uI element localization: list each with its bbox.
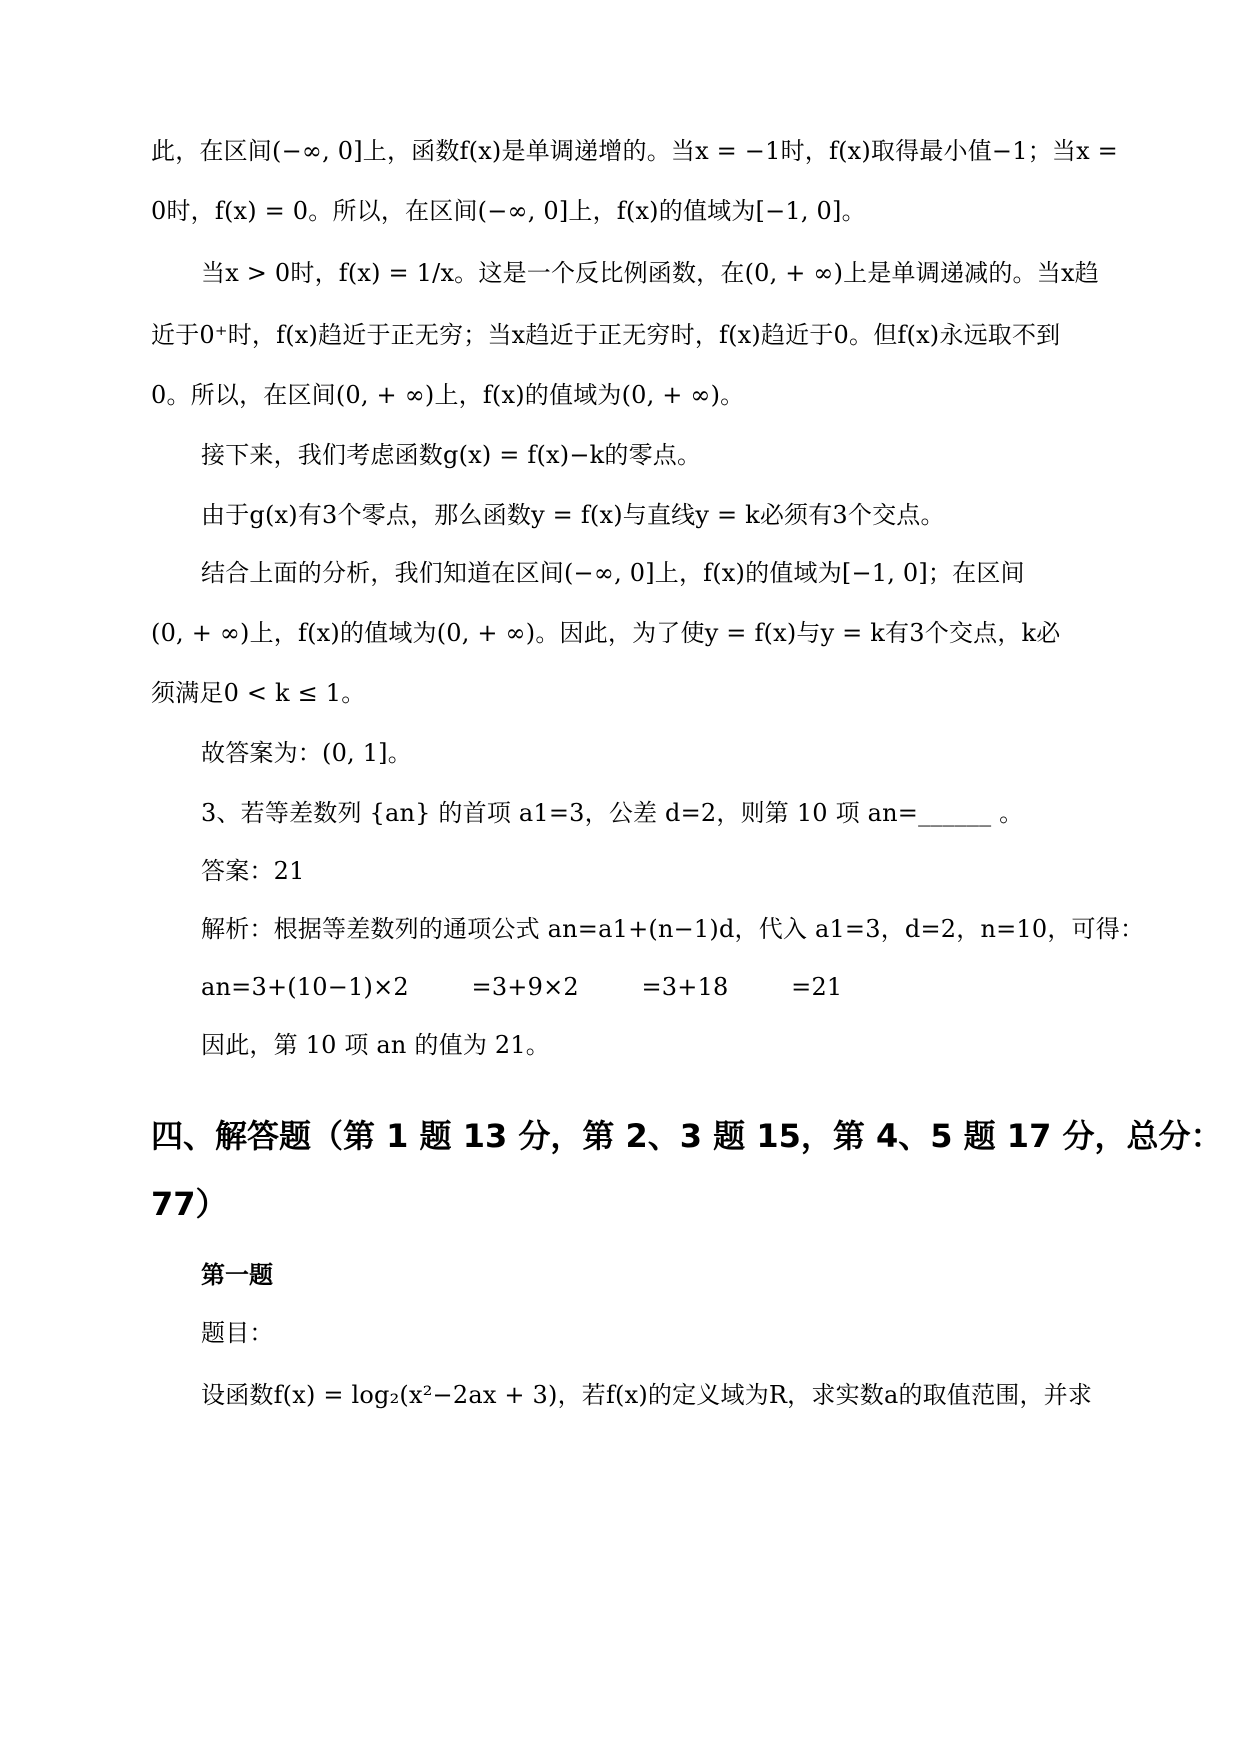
section-heading: 四、解答题（第 1 题 13 分，第 2、3 题 15，第 4、5 题 17 分，总分： xyxy=(151,1117,1223,1155)
calculation-line: an=3+(10−1)×2 =3+9×2 =3+18 =21 xyxy=(201,973,843,1001)
problem-text: 设函数f(x) = log₂(x²−2ax + 3)，若f(x)的定义域为R，求实数a的取值范围，并求 xyxy=(201,1381,1093,1409)
paragraph-line: 近于0⁺时，f(x)趋近于正无穷；当x趋近于正无穷时，f(x)趋近于0。但f(x)永远取不到 xyxy=(151,321,1061,349)
section-heading-cont: 77） xyxy=(151,1185,228,1223)
paragraph-line: 由于g(x)有3个零点，那么函数y = f(x)与直线y = k必须有3个交点。 xyxy=(201,501,945,529)
paragraph-line: (0, + ∞)上，f(x)的值域为(0, + ∞)。因此，为了使y = f(x)与y = k有3个交点，k必 xyxy=(151,619,1061,647)
analysis-line: 解析：根据等差数列的通项公式 an=a1+(n−1)d，代入 a1=3，d=2，n=10，可得： xyxy=(201,915,1145,943)
answer-line: 答案：21 xyxy=(201,857,305,885)
paragraph-line: 接下来，我们考虑函数g(x) = f(x)−k的零点。 xyxy=(201,441,702,469)
paragraph-line: 0时，f(x) = 0。所以，在区间(−∞, 0]上，f(x)的值域为[−1, 0]。 xyxy=(151,197,866,225)
paragraph-line: 结合上面的分析，我们知道在区间(−∞, 0]上，f(x)的值域为[−1, 0]；在区间 xyxy=(201,559,1025,587)
paragraph-line: 此，在区间(−∞, 0]上，函数f(x)是单调递增的。当x = −1时，f(x)取得最小值−1；当x = xyxy=(151,137,1118,165)
paragraph-line: 0。所以，在区间(0, + ∞)上，f(x)的值域为(0, + ∞)。 xyxy=(151,381,745,409)
conclusion-line: 因此，第 10 项 an 的值为 21。 xyxy=(201,1031,550,1059)
problem-title: 第一题 xyxy=(201,1261,273,1289)
paragraph-line: 须满足0 < k ≤ 1。 xyxy=(151,679,366,707)
question-line: 3、若等差数列 {an} 的首项 a1=3，公差 d=2，则第 10 项 an=______ 。 xyxy=(201,799,1024,827)
problem-label: 题目： xyxy=(201,1319,274,1347)
paragraph-line: 故答案为：(0, 1]。 xyxy=(201,739,412,767)
paragraph-line: 当x > 0时，f(x) = 1/x。这是一个反比例函数，在(0, + ∞)上是单调递减的。当x趋 xyxy=(201,259,1099,287)
